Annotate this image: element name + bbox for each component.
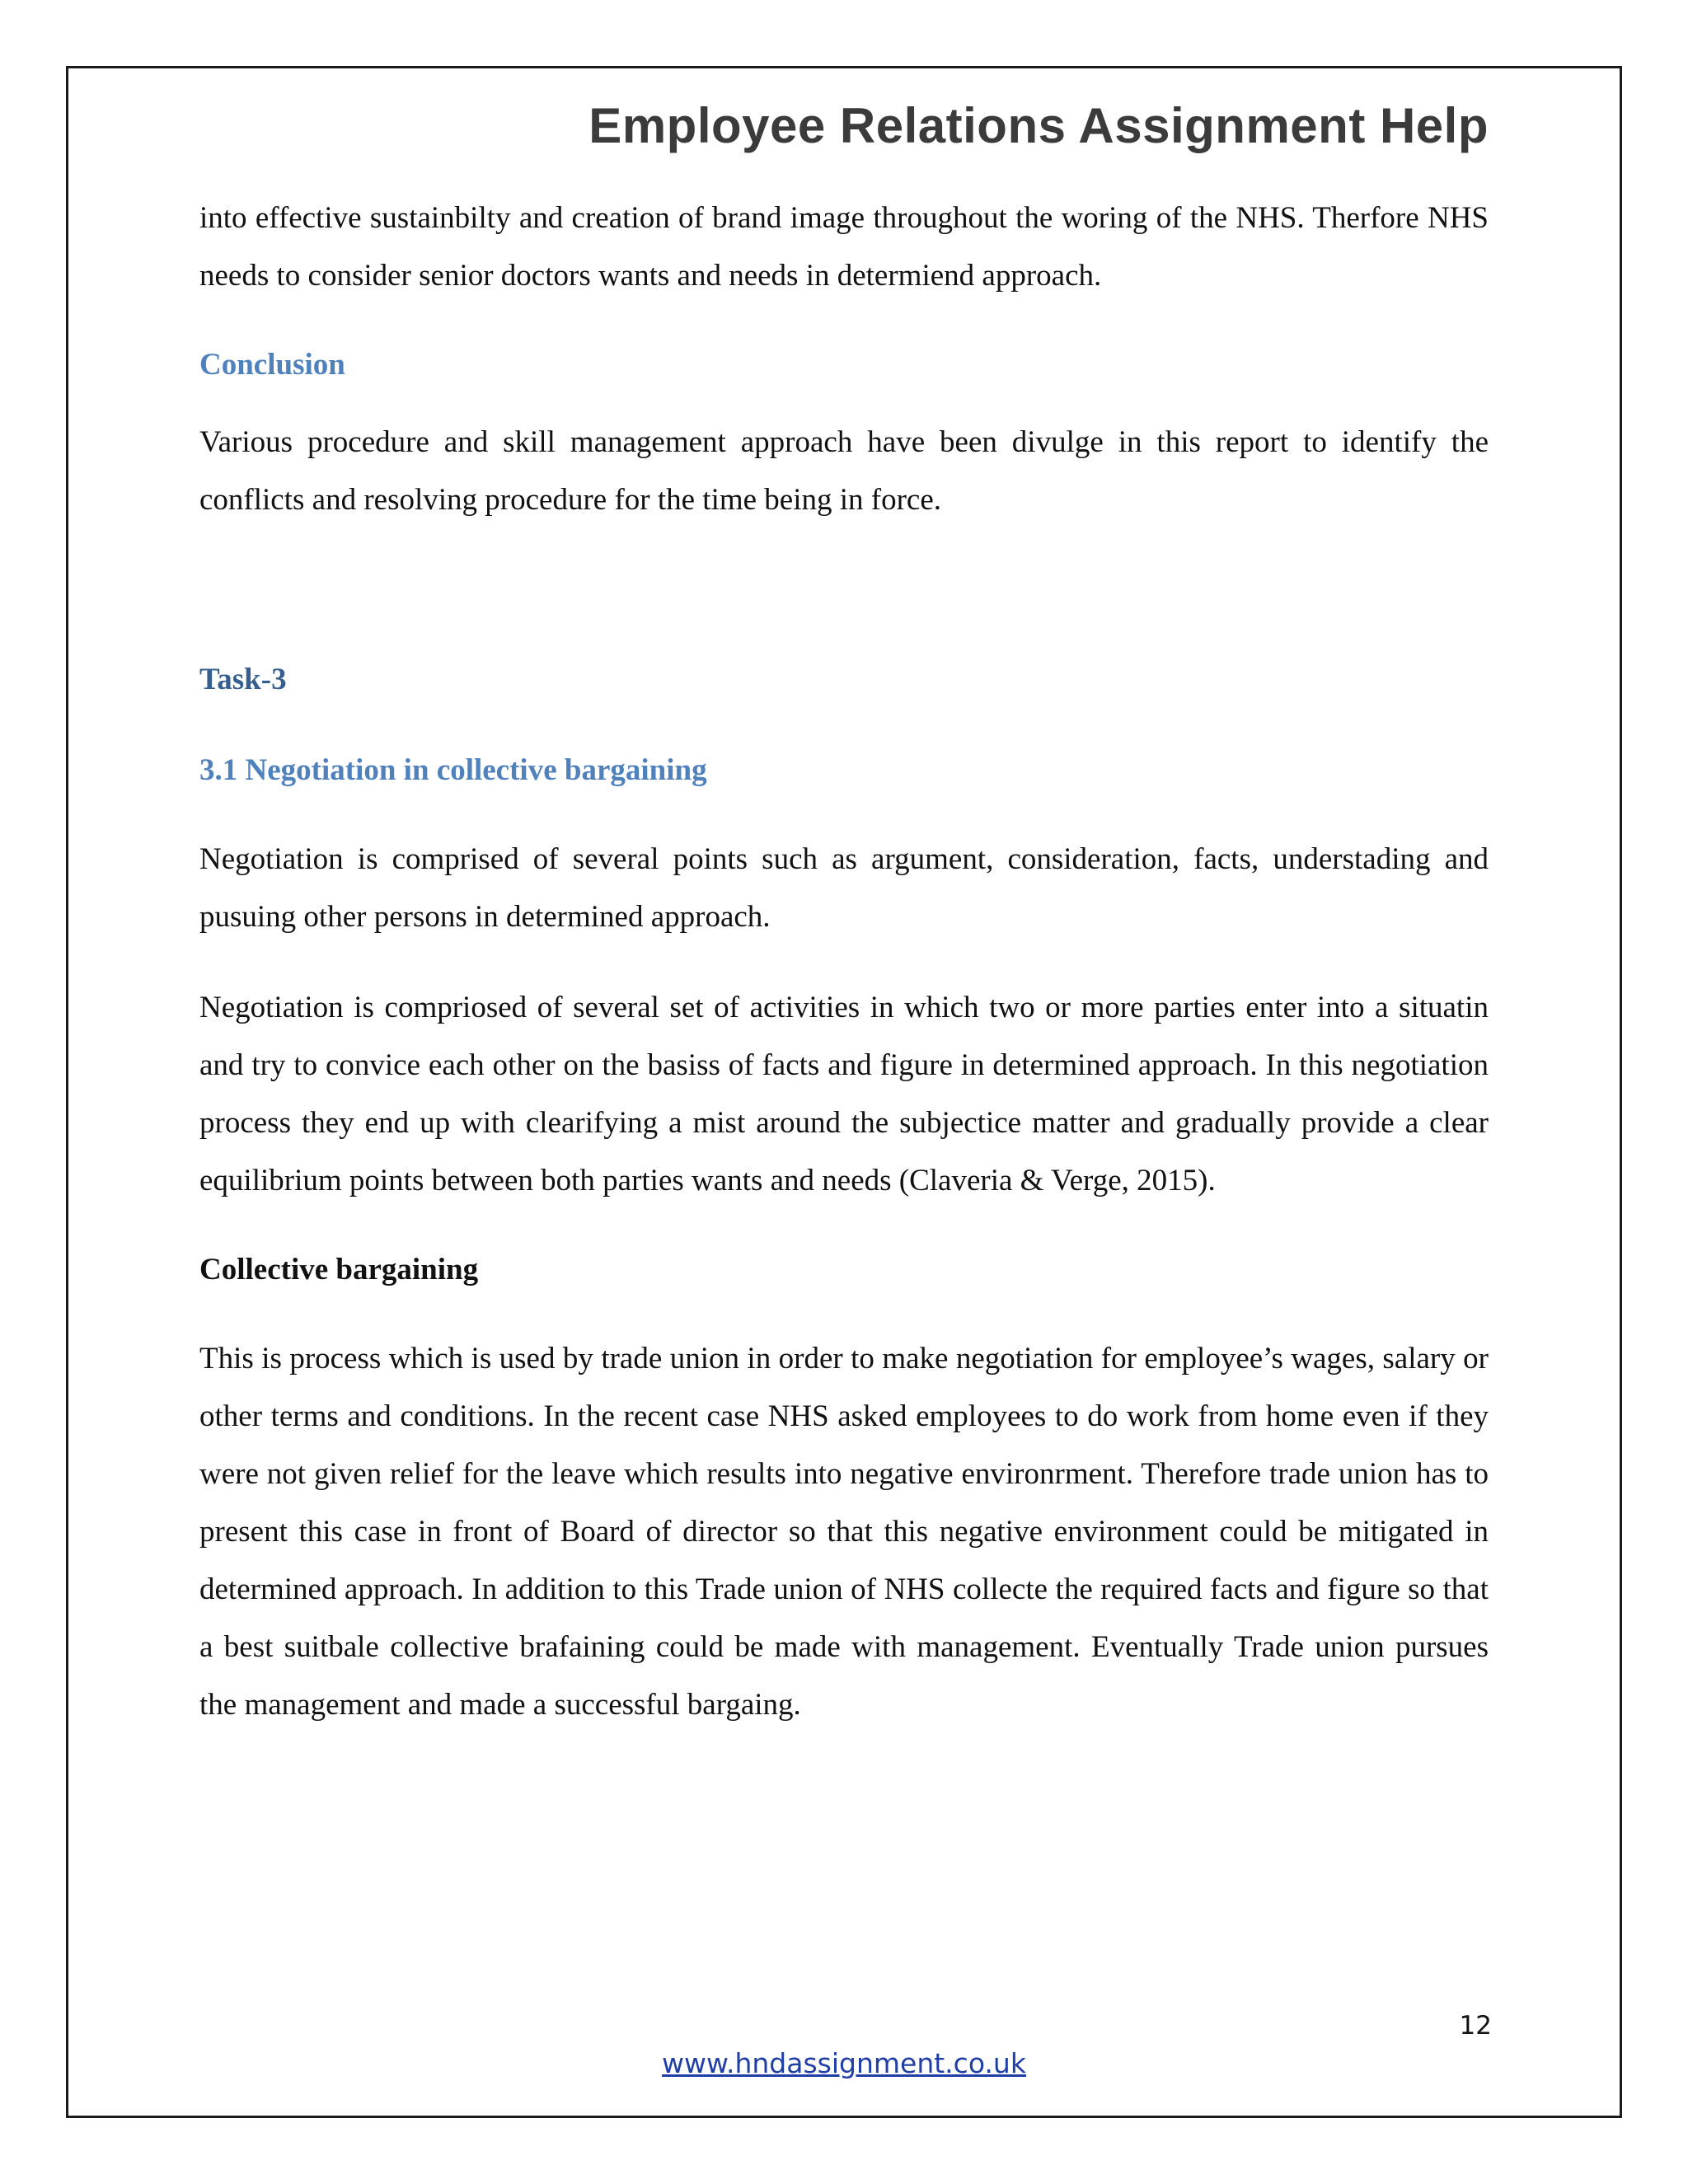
conclusion-paragraph: Various procedure and skill management approach have been divulge in this report to identify the conflicts and resolving procedure for the time being in force. (199, 425, 1489, 517)
negotiation-paragraph-1: Negotiation is comprised of several points such as argument, consideration, facts, understading and pusuing other persons in determined approach. (199, 842, 1489, 934)
task-heading: Task-3 (199, 663, 287, 696)
negotiation-paragraph-2: Negotiation is compriosed of several set of activities in which two or more parties enter into a situatin and try to convice each other on the basiss of facts and figure in determined approach. In this negotiation process they end up with clearifying a mist around the subjectice matter and gradually provide a clear equilibrium points between both parties wants and needs (Claveria & Verge, 2015). (199, 991, 1489, 1197)
collective-bargaining-heading: Collective bargaining (199, 1253, 479, 1286)
conclusion-heading: Conclusion (199, 348, 345, 382)
collective-bargaining-paragraph: This is process which is used by trade union in order to make negotiation for employee’s wages, salary or other terms and conditions. In the recent case NHS asked employees to do work from home even if they were not given relief for the leave which results into negative environrment. Therefore trade union has to present this case in front of Board of director so that this negative environment could be mitigated in determined approach. In addition to this Trade union of NHS collecte the required facts and figure so that a best suitbale collective brafaining could be made with management. Eventually Trade union pursues the management and made a successful bargaing. (199, 1342, 1489, 1722)
website-link[interactable]: www.hndassignment.co.uk (662, 2047, 1026, 2079)
page-header-title: Employee Relations Assignment Help (588, 98, 1489, 153)
page-number: 12 (1459, 2011, 1492, 2041)
intro-paragraph: into effective sustainbilty and creation of brand image throughout the woring of the NHS. Therfore NHS needs to consider senior doctors wants and needs in determiend approach. (199, 201, 1489, 293)
document-body (199, 190, 1489, 1734)
subsection-heading: 3.1 Negotiation in collective bargaining (199, 753, 707, 787)
